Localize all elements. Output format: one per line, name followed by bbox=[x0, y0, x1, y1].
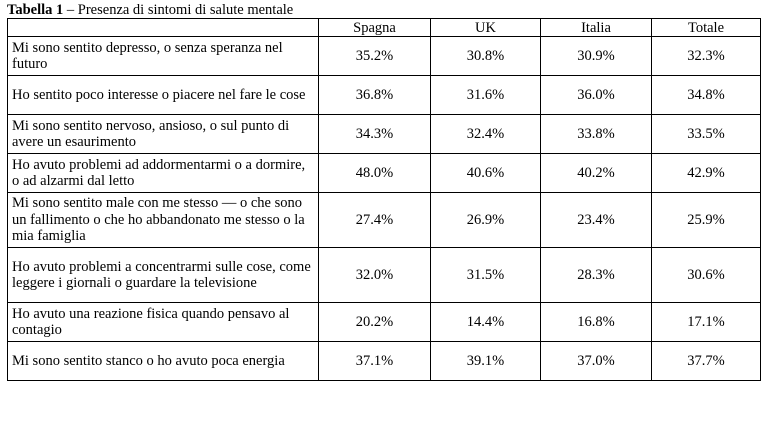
value-cell-spagna: 36.8% bbox=[319, 76, 431, 115]
row-label-cell: Ho avuto una reazione fisica quando pensavo al contagio bbox=[8, 303, 319, 342]
value-cell-uk: 26.9% bbox=[431, 193, 541, 248]
value-cell-spagna: 48.0% bbox=[319, 154, 431, 193]
value-cell-italia: 40.2% bbox=[541, 154, 652, 193]
table-row bbox=[8, 303, 761, 342]
value-cell-spagna: 32.0% bbox=[319, 248, 431, 303]
value-cell-italia: 28.3% bbox=[541, 248, 652, 303]
value-cell-totale: 30.6% bbox=[652, 248, 761, 303]
table-row bbox=[8, 115, 761, 154]
value-cell-italia: 33.8% bbox=[541, 115, 652, 154]
value-cell-totale: 42.9% bbox=[652, 154, 761, 193]
value-cell-spagna: 34.3% bbox=[319, 115, 431, 154]
table-row bbox=[8, 37, 761, 76]
table-row bbox=[8, 193, 761, 248]
value-cell-totale: 37.7% bbox=[652, 342, 761, 381]
header-cell-spagna: Spagna bbox=[319, 19, 431, 37]
value-cell-totale: 25.9% bbox=[652, 193, 761, 248]
row-label-cell: Ho avuto problemi ad addormentarmi o a dormire, o ad alzarmi dal letto bbox=[8, 154, 319, 193]
table-row bbox=[8, 342, 761, 381]
row-label-cell: Ho avuto problemi a concentrarmi sulle cose, come leggere i giornali o guardare la televisione bbox=[8, 248, 319, 303]
table-row bbox=[8, 248, 761, 303]
value-cell-uk: 31.5% bbox=[431, 248, 541, 303]
row-label-cell: Mi sono sentito stanco o ho avuto poca energia bbox=[8, 342, 319, 381]
value-cell-totale: 34.8% bbox=[652, 76, 761, 115]
header-cell-empty bbox=[8, 19, 319, 37]
header-cell-uk: UK bbox=[431, 19, 541, 37]
table-caption bbox=[7, 2, 760, 18]
value-cell-uk: 14.4% bbox=[431, 303, 541, 342]
row-label-cell: Ho sentito poco interesse o piacere nel fare le cose bbox=[8, 76, 319, 115]
table-row bbox=[8, 76, 761, 115]
value-cell-uk: 40.6% bbox=[431, 154, 541, 193]
value-cell-italia: 37.0% bbox=[541, 342, 652, 381]
value-cell-spagna: 37.1% bbox=[319, 342, 431, 381]
value-cell-totale: 32.3% bbox=[652, 37, 761, 76]
value-cell-italia: 23.4% bbox=[541, 193, 652, 248]
value-cell-spagna: 35.2% bbox=[319, 37, 431, 76]
header-cell-totale: Totale bbox=[652, 19, 761, 37]
value-cell-italia: 36.0% bbox=[541, 76, 652, 115]
value-cell-spagna: 27.4% bbox=[319, 193, 431, 248]
value-cell-italia: 30.9% bbox=[541, 37, 652, 76]
row-label-cell: Mi sono sentito nervoso, ansioso, o sul punto di avere un esaurimento bbox=[8, 115, 319, 154]
header-cell-italia: Italia bbox=[541, 19, 652, 37]
mental-health-symptoms-table bbox=[7, 18, 761, 381]
value-cell-uk: 32.4% bbox=[431, 115, 541, 154]
value-cell-italia: 16.8% bbox=[541, 303, 652, 342]
value-cell-uk: 31.6% bbox=[431, 76, 541, 115]
table-body bbox=[8, 37, 761, 381]
value-cell-spagna: 20.2% bbox=[319, 303, 431, 342]
value-cell-uk: 30.8% bbox=[431, 37, 541, 76]
row-label-cell: Mi sono sentito male con me stesso — o che sono un fallimento o che ho abbandonato me stesso o la mia famiglia bbox=[8, 193, 319, 248]
row-label-cell: Mi sono sentito depresso, o senza speranza nel futuro bbox=[8, 37, 319, 76]
value-cell-totale: 33.5% bbox=[652, 115, 761, 154]
table-caption-text: – Presenza di sintomi di salute mentale bbox=[63, 2, 294, 18]
value-cell-totale: 17.1% bbox=[652, 303, 761, 342]
table-caption-label: Tabella 1 bbox=[7, 2, 64, 18]
table-header-row bbox=[8, 19, 761, 37]
value-cell-uk: 39.1% bbox=[431, 342, 541, 381]
table-row bbox=[8, 154, 761, 193]
